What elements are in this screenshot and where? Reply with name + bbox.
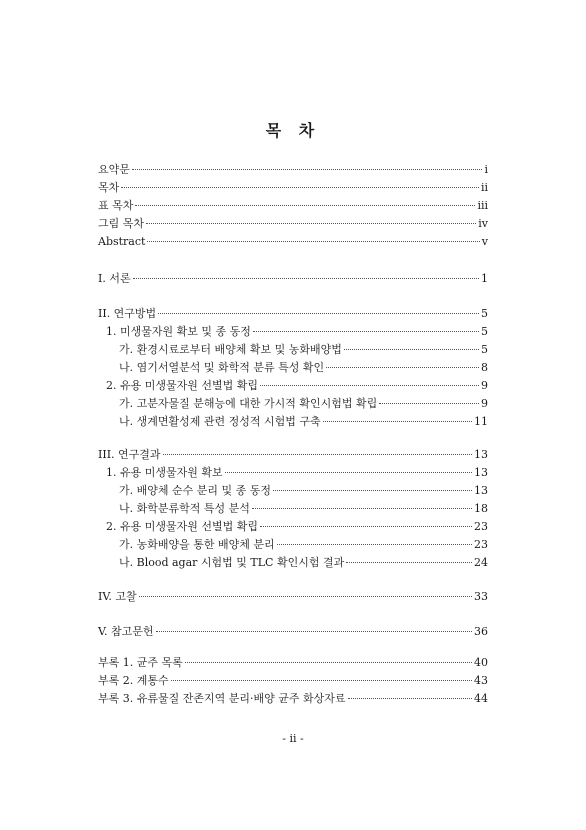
toc-entry bbox=[98, 691, 488, 707]
toc-entry bbox=[106, 378, 488, 394]
toc-entry-label: 그림 목차 bbox=[98, 217, 145, 230]
dot-leader bbox=[158, 313, 479, 314]
dot-leader bbox=[252, 508, 472, 509]
toc-entry-page: 13 bbox=[474, 484, 488, 497]
toc-entry-label: 부록 1. 균주 목록 bbox=[98, 656, 183, 669]
toc-entry-page: 18 bbox=[474, 502, 488, 515]
dot-leader bbox=[163, 454, 472, 455]
toc-entry bbox=[106, 324, 488, 340]
toc-entry-page: 5 bbox=[481, 343, 488, 356]
page-number-footer: - ii - bbox=[282, 732, 304, 745]
toc-entry-page: 8 bbox=[481, 361, 488, 374]
dot-leader bbox=[326, 367, 479, 368]
dot-leader bbox=[379, 403, 479, 404]
toc-entry-page: i bbox=[484, 163, 488, 176]
toc-entry-label: III. 연구결과 bbox=[98, 448, 161, 461]
dot-leader bbox=[346, 562, 472, 563]
toc-entry-label: 부록 2. 계통수 bbox=[98, 674, 169, 687]
dot-leader bbox=[344, 349, 479, 350]
dot-leader bbox=[273, 490, 472, 491]
dot-leader bbox=[139, 596, 472, 597]
toc-entry-page: v bbox=[481, 235, 488, 248]
toc-entry-label: 가. 고분자물질 분해능에 대한 가시적 확인시험법 확립 bbox=[119, 397, 378, 410]
dot-leader bbox=[253, 331, 479, 332]
toc-entry bbox=[119, 483, 488, 499]
toc-entry bbox=[106, 519, 488, 535]
toc-entry bbox=[106, 465, 488, 481]
toc-entry-label: II. 연구방법 bbox=[98, 307, 157, 320]
toc-entry-label: 나. 염기서열분석 및 화학적 분류 특성 확인 bbox=[119, 361, 325, 374]
toc-entry-page: 43 bbox=[474, 674, 488, 687]
toc-entry bbox=[119, 501, 488, 517]
toc-entry-label: 요약문 bbox=[98, 163, 130, 176]
toc-entry bbox=[98, 234, 488, 250]
toc-entry-page: 23 bbox=[474, 520, 488, 533]
dot-leader bbox=[147, 241, 479, 242]
page-title: 목 차 bbox=[265, 121, 321, 140]
dot-leader bbox=[260, 385, 479, 386]
toc-entry-page: 23 bbox=[474, 538, 488, 551]
toc-entry-page: iii bbox=[477, 199, 488, 212]
toc-entry-label: 가. 농화배양을 통한 배양체 분리 bbox=[119, 538, 275, 551]
toc-entry-label: 가. 환경시료로부터 배양체 확보 및 농화배양법 bbox=[119, 343, 342, 356]
toc-entry bbox=[119, 537, 488, 553]
toc-entry-label: 표 목차 bbox=[98, 199, 134, 212]
toc-entry-page: 24 bbox=[474, 556, 488, 569]
toc-entry-page: 36 bbox=[474, 625, 488, 638]
toc-entry-page: 44 bbox=[474, 692, 488, 705]
toc-entry-label: 2. 유용 미생물자원 선별법 확립 bbox=[106, 379, 258, 392]
toc-entry-page: ii bbox=[480, 181, 488, 194]
toc-entry-page: 40 bbox=[474, 656, 488, 669]
toc-entry bbox=[119, 342, 488, 358]
toc-entry-label: V. 참고문헌 bbox=[98, 625, 154, 638]
toc-entry-label: 부록 3. 유류물질 잔존지역 분리·배양 균주 화상자료 bbox=[98, 692, 346, 705]
toc-entry bbox=[98, 624, 488, 640]
toc-entry-page: 9 bbox=[481, 397, 488, 410]
dot-leader bbox=[156, 631, 472, 632]
toc-entry-label: 나. 생계면활성제 관련 정성적 시험법 구축 bbox=[119, 415, 321, 428]
dot-leader bbox=[277, 544, 472, 545]
toc-entry bbox=[98, 447, 488, 463]
toc-entry bbox=[98, 655, 488, 671]
dot-leader bbox=[121, 187, 479, 188]
toc-entry bbox=[119, 360, 488, 376]
toc-entry-label: 2. 유용 미생물자원 선별법 확립 bbox=[106, 520, 258, 533]
toc-entry-page: 13 bbox=[474, 448, 488, 461]
toc-entry bbox=[119, 555, 488, 571]
toc-entry-page: 13 bbox=[474, 466, 488, 479]
toc-entry bbox=[98, 271, 488, 287]
toc-entry-label: 목차 bbox=[98, 181, 120, 194]
toc-entry-page: 5 bbox=[481, 307, 488, 320]
toc-entry-page: 5 bbox=[481, 325, 488, 338]
dot-leader bbox=[323, 421, 472, 422]
toc-entry-page: 1 bbox=[481, 272, 488, 285]
toc-entry-label: 1. 미생물자원 확보 및 종 동정 bbox=[106, 325, 251, 338]
dot-leader bbox=[348, 698, 473, 699]
toc-entry-label: 나. 화학분류학적 특성 분석 bbox=[119, 502, 250, 515]
dot-leader bbox=[185, 662, 472, 663]
toc-entry-page: iv bbox=[478, 217, 488, 230]
toc-entry bbox=[98, 198, 488, 214]
dot-leader bbox=[135, 205, 475, 206]
toc-entry-page: 33 bbox=[474, 590, 488, 603]
dot-leader bbox=[133, 278, 479, 279]
dot-leader bbox=[132, 169, 483, 170]
toc-entry-label: IV. 고찰 bbox=[98, 590, 137, 603]
toc-entry-label: 나. Blood agar 시험법 및 TLC 확인시험 결과 bbox=[119, 556, 345, 569]
toc-entry bbox=[98, 673, 488, 689]
toc-entry-page: 9 bbox=[481, 379, 488, 392]
toc-entry bbox=[119, 396, 488, 412]
toc-entry-label: I. 서론 bbox=[98, 272, 131, 285]
toc-entry bbox=[98, 180, 488, 196]
toc-entry bbox=[119, 414, 488, 430]
toc-entry-page: 11 bbox=[474, 415, 488, 428]
dot-leader bbox=[146, 223, 476, 224]
toc-entry-label: 1. 유용 미생물자원 확보 bbox=[106, 466, 223, 479]
dot-leader bbox=[171, 680, 472, 681]
dot-leader bbox=[225, 472, 472, 473]
toc-entry bbox=[98, 589, 488, 605]
toc-entry bbox=[98, 306, 488, 322]
dot-leader bbox=[260, 526, 472, 527]
toc-entry bbox=[98, 162, 488, 178]
toc-entry-label: 가. 배양체 순수 분리 및 종 동정 bbox=[119, 484, 271, 497]
toc-entry bbox=[98, 216, 488, 232]
toc-entry-label: Abstract bbox=[98, 235, 146, 248]
